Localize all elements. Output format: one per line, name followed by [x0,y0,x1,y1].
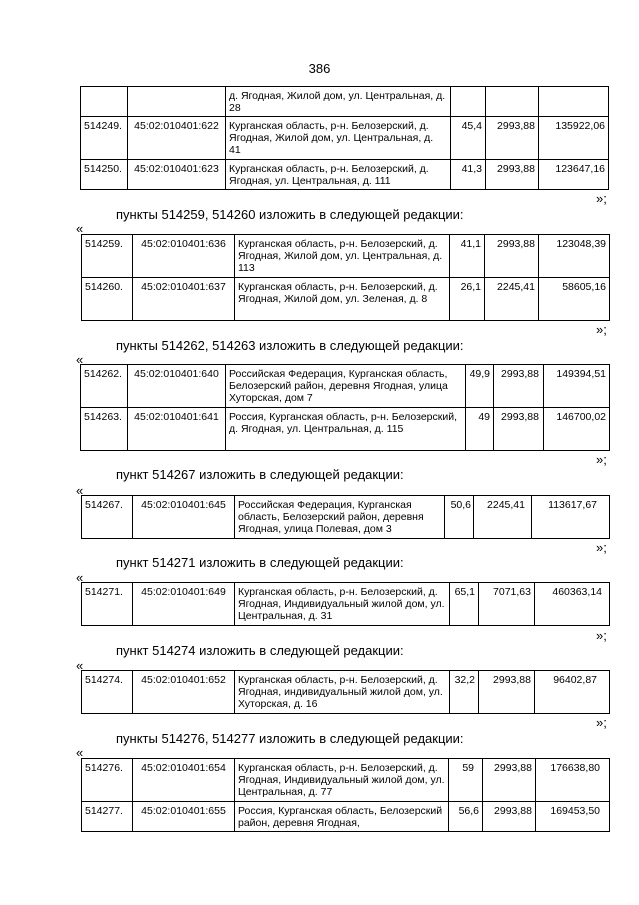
cost: 135922,06 [539,117,609,160]
area: 32,2 [450,671,479,714]
cost [539,87,609,117]
cost: 176638,80 [536,759,610,802]
address: Российская Федерация, Курганская область, Белозерский район, деревня Ягодная, улица Хуторская, дом 7 [226,365,466,408]
cost: 96402,87 [535,671,610,714]
table-row [81,117,609,160]
price: 2993,88 [479,671,535,714]
area: 56,6 [449,802,483,832]
closing-quote: »; [596,628,607,643]
area: 49 [466,408,494,451]
cost: 58605,16 [539,278,610,321]
cost: 113617,67 [532,496,610,539]
address: Курганская область, р-н. Белозерский, д. Ягодная, Индивидуальный жилой дом, ул. Центральная, д. 77 [235,759,449,802]
price: 2993,88 [494,365,544,408]
opening-quote: « [76,658,84,673]
area: 45,4 [451,117,486,160]
closing-quote: »; [596,452,607,467]
row-number: 514267. [82,496,133,539]
row-number: 514259. [82,235,133,278]
price [486,87,539,117]
area: 59 [449,759,483,802]
address: Россия, Курганская область, Белозерский район, деревня Ягодная, [235,802,449,832]
instruction-text: пункт 514267 изложить в следующей редакции: [116,467,404,482]
cadastral-number: 45:02:010401:622 [128,117,226,160]
row-number: 514277. [82,802,133,832]
opening-quote: « [76,570,84,585]
opening-quote: « [76,745,84,760]
address: Россия, Курганская область, р-н. Белозерский, д. Ягодная, ул. Центральная, д. 115 [226,408,466,451]
cadastral-number: 45:02:010401:645 [133,496,235,539]
address: Российская Федерация, Курганская область, Белозерский район, деревня Ягодная, улица Полевая, дом 3 [235,496,445,539]
closing-quote: »; [596,540,607,555]
table-row [82,583,610,626]
cadastral-number: 45:02:010401:654 [133,759,235,802]
area: 41,1 [450,235,485,278]
page-number: 386 [308,61,331,76]
cadastral-number: 45:02:010401:623 [128,160,226,190]
property-table-4 [81,582,610,626]
opening-quote: « [76,352,84,367]
row-number [81,87,128,117]
cost: 149394,51 [544,365,610,408]
row-number: 514274. [82,671,133,714]
address: Курганская область, р-н. Белозерский, д. Ягодная, ул. Центральная, д. 111 [226,160,451,190]
cadastral-number: 45:02:010401:649 [133,583,235,626]
area: 50,6 [445,496,474,539]
price: 2993,88 [485,235,539,278]
table-row [82,802,610,832]
row-number: 514260. [82,278,133,321]
price: 2245,41 [474,496,532,539]
price: 2993,88 [486,160,539,190]
address: Курганская область, р-н. Белозерский, д. Ягодная, Жилой дом, ул. Центральная, д. 41 [226,117,451,160]
table-row [82,759,610,802]
cost: 123048,39 [539,235,610,278]
opening-quote: « [76,221,84,236]
area: 65,1 [450,583,479,626]
table-row [82,235,610,278]
instruction-text: пункты 514276, 514277 изложить в следующей редакции: [116,731,464,746]
cadastral-number: 45:02:010401:641 [128,408,226,451]
table-row [81,87,609,117]
row-number: 514249. [81,117,128,160]
address: Курганская область, р-н. Белозерский, д. Ягодная, Жилой дом, ул. Зеленая, д. 8 [235,278,450,321]
address: д. Ягодная, Жилой дом, ул. Центральная, д. 28 [226,87,451,117]
address: Курганская область, р-н. Белозерский, д. Ягодная, Индивидуальный жилой дом, ул. Центральная, д. 31 [235,583,450,626]
instruction-text: пункт 514271 изложить в следующей редакции: [116,555,404,570]
area [451,87,486,117]
row-number: 514250. [81,160,128,190]
row-number: 514276. [82,759,133,802]
instruction-text: пункт 514274 изложить в следующей редакции: [116,643,404,658]
area: 41,3 [451,160,486,190]
closing-quote: »; [596,715,607,730]
row-number: 514262. [81,365,128,408]
row-number: 514263. [81,408,128,451]
cadastral-number [128,87,226,117]
cadastral-number: 45:02:010401:636 [133,235,235,278]
property-table-6 [81,758,610,832]
cost: 169453,50 [536,802,610,832]
property-table-0 [80,86,609,190]
price: 2993,88 [486,117,539,160]
price: 2993,88 [483,759,536,802]
table-row [82,671,610,714]
area: 26,1 [450,278,485,321]
row-number: 514271. [82,583,133,626]
table-row [81,408,610,451]
instruction-text: пункты 514259, 514260 изложить в следующей редакции: [116,207,464,222]
property-table-2 [80,364,610,451]
table-row [81,160,609,190]
cadastral-number: 45:02:010401:640 [128,365,226,408]
cadastral-number: 45:02:010401:637 [133,278,235,321]
table-row [82,496,610,539]
price: 7071,63 [479,583,535,626]
property-table-5 [81,670,610,714]
cadastral-number: 45:02:010401:655 [133,802,235,832]
cost: 123647,16 [539,160,609,190]
price: 2993,88 [494,408,544,451]
price: 2245,41 [485,278,539,321]
address: Курганская область, р-н. Белозерский, д. Ягодная, индивидуальный жилой дом, ул. Хуторская, д. 16 [235,671,450,714]
area: 49,9 [466,365,494,408]
table-row [81,365,610,408]
closing-quote: »; [596,191,607,206]
opening-quote: « [76,483,84,498]
closing-quote: »; [596,322,607,337]
address: Курганская область, р-н. Белозерский, д. Ягодная, Жилой дом, ул. Центральная, д. 113 [235,235,450,278]
property-table-3 [81,495,610,539]
table-row [82,278,610,321]
cost: 460363,14 [535,583,610,626]
cost: 146700,02 [544,408,610,451]
price: 2993,88 [483,802,536,832]
instruction-text: пункты 514262, 514263 изложить в следующей редакции: [116,338,464,353]
cadastral-number: 45:02:010401:652 [133,671,235,714]
property-table-1 [81,234,610,321]
